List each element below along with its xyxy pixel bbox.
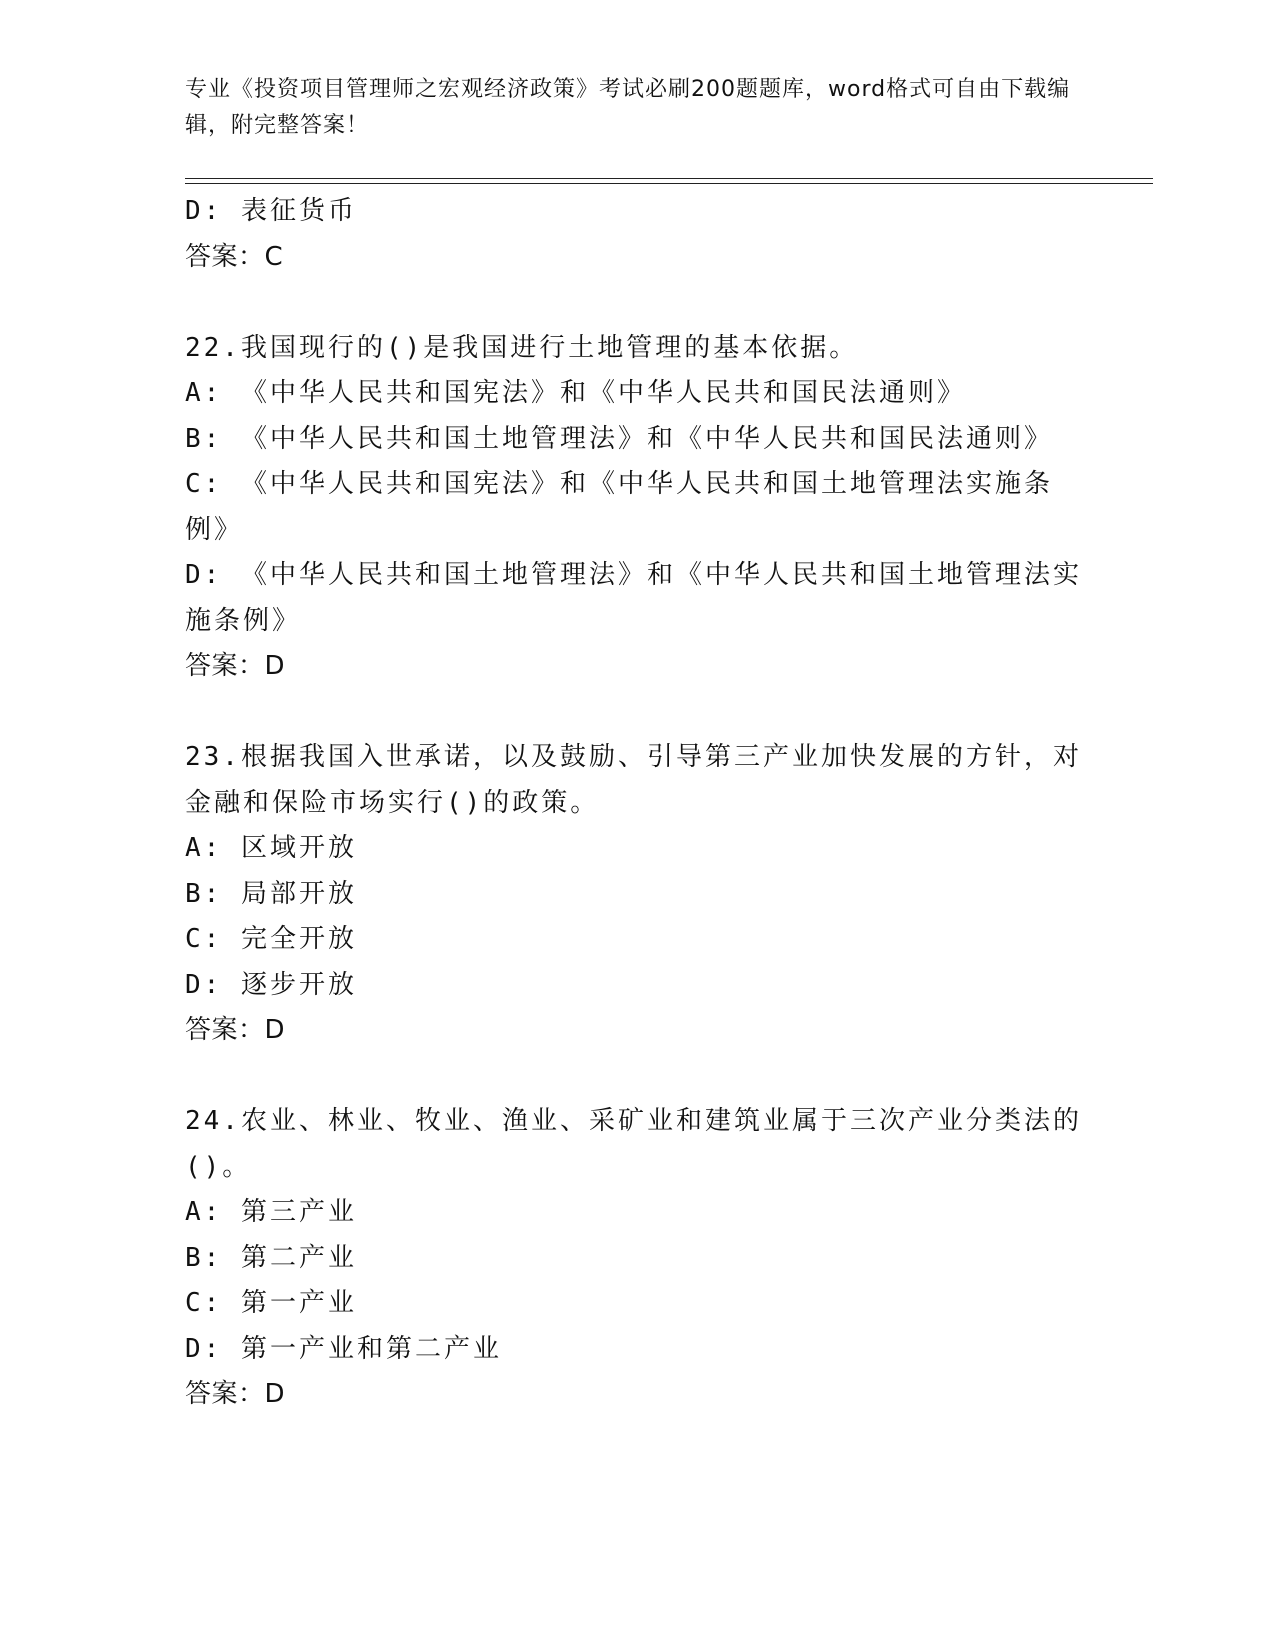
q22-option-d: D: 《中华人民共和国土地管理法》和《中华人民共和国土地管理法实施条例》 [185, 560, 1082, 636]
q24-option-a: A: 第三产业 [185, 1197, 357, 1227]
q23-answer: 答案：D [185, 1015, 286, 1045]
q24-option-b: B: 第二产业 [185, 1242, 357, 1273]
prev-answer: 答案：C [185, 241, 284, 272]
q24-option-c: C: 第一产业 [185, 1288, 357, 1318]
q23-option-a: A: 区域开放 [185, 833, 357, 863]
q24-answer: 答案：D [185, 1379, 286, 1409]
q24-question: 24.农业、林业、牧业、渔业、采矿业和建筑业属于三次产业分类法的()。 [185, 1106, 1082, 1182]
q22-question: 22.我国现行的()是我国进行土地管理的基本依据。 [185, 332, 859, 363]
q23-option-b: B: 局部开放 [185, 878, 357, 909]
q24-option-d: D: 第一产业和第二产业 [185, 1333, 502, 1364]
document-body [185, 189, 1085, 1418]
header-rule-bottom [185, 183, 1153, 184]
q23-option-d: D: 逐步开放 [185, 969, 357, 1000]
q23-question: 23.根据我国入世承诺，以及鼓励、引导第三产业加快发展的方针，对金融和保险市场实行()的政策。 [185, 742, 1082, 818]
document-header: 专业《投资项目管理师之宏观经济政策》考试必刷200题题库，word格式可自由下载编辑，附完整答案！ [185, 77, 1071, 138]
prev-option-d: D: 表征货币 [185, 196, 357, 226]
q22-option-b: B: 《中华人民共和国土地管理法》和《中华人民共和国民法通则》 [185, 423, 1053, 454]
header-rule-top [185, 178, 1153, 179]
q22-option-c: C: 《中华人民共和国宪法》和《中华人民共和国土地管理法实施条例》 [185, 469, 1053, 545]
q22-option-a: A: 《中华人民共和国宪法》和《中华人民共和国民法通则》 [185, 378, 966, 408]
q23-option-c: C: 完全开放 [185, 924, 357, 954]
q22-answer: 答案：D [185, 651, 286, 681]
